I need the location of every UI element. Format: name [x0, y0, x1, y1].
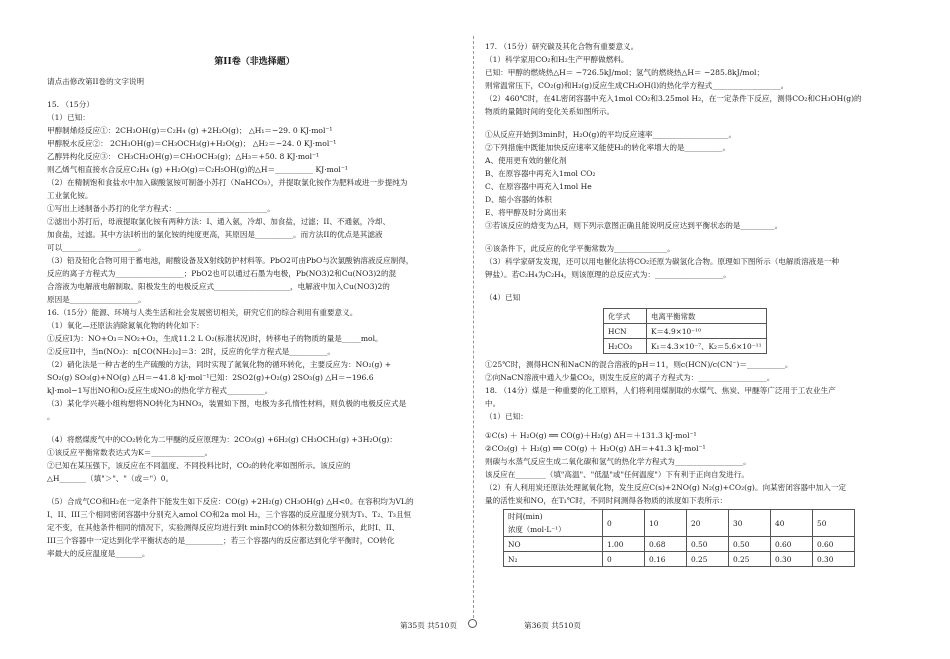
q15-line: 工业氯化铵。 [47, 191, 93, 200]
table-cell: 1.00 [603, 537, 645, 552]
q17-line: 则常温常压下，CO₂(g)和H₂(g)反应生成CH₃OH(l)的热化学方程式__________________。 [485, 81, 789, 90]
table-header-cell: 电离平衡常数 [647, 309, 767, 324]
q18-line: 则碳与水蒸气反应生成二氧化碳和氢气的热化学方程式为__________________。 [485, 457, 751, 466]
q15-line: 则乙烯气相直接水合反应C₂H₄ (g) +H₂O(g)＝C₂H₅OH(g)的△H＝__________ KJ·mol⁻¹ [47, 165, 348, 174]
q18-line: ①C(s) ＋ H₂O(g) ══ CO(g)＋H₂(g) ΔH＝＋131.3 kJ·mol⁻¹ [485, 431, 697, 440]
q16-line: ①该反应平衡常数表达式为K＝______________。 [47, 448, 213, 457]
q15-line: 加食盐，过滤。其中方法I析出的氯化铵的纯度更高，其原因是__________。而方法II的优点是其滤液 [47, 230, 383, 239]
table-cell: 0.60 [771, 537, 813, 552]
table-header-cell: 20 [687, 510, 729, 537]
table-header-cell: 50 [813, 510, 855, 537]
q16-line: 率最大的反应温度是_______。 [47, 549, 150, 558]
q17-line: ①从反应开始到3min时，H₂O(g)的平均反应速率____________________。 [485, 130, 737, 139]
q17-line: C、在原容器中再充入1mol He [485, 182, 592, 191]
table-cell: 0 [603, 552, 645, 567]
q16-line: SO₂(g) SO₃(g)+NO(g) △H＝−41.8 kJ·mol⁻¹已知：2SO2(g)+O₂(g) 2SO₃(g) △H＝−196.6 [47, 373, 374, 382]
q15-line: 乙醇异构化反应③： CH₃CH₂OH(g)＝CH₃OCH₃(g)；△H₃＝+50. 8 KJ·mol⁻¹ [47, 152, 320, 161]
q17-line: （1）科学家用CO₂和H₂生产甲醇做燃料。 [485, 55, 629, 64]
q15-line: （2）在精制饱和食盐水中加入碳酸氢铵可制备小苏打（NaHCO₃），并提取氯化铵作为肥料或进一步提纯为 [47, 178, 408, 187]
table-header-cell: 30 [729, 510, 771, 537]
q15-line: （1）已知： [47, 113, 90, 122]
q17-line: D、缩小容器的体积 [485, 195, 552, 204]
q17-line: ②向NaCN溶液中通入少量CO₂，则发生反应的离子方程式为：__________________。 [485, 373, 775, 382]
q16-line: （2）硝化法是一种古老的生产硫酸的方法，同时实现了氮氧化物的循环转化，主要反应为：NO₂(g) + [47, 360, 392, 369]
q17-line: ③若该反应的焓变为△H，则下列示意图正确且能说明反应达到平衡状态的是_________。 [485, 221, 783, 230]
q17-line: 17. （15分）研究碳及其化合物有重要意义。 [485, 42, 639, 51]
q17-line: ②下列措施中既能加快反应速率又能使H₂的转化率增大的是__________。 [485, 143, 731, 152]
q16-line: I、II、III三个相同密闭容器中分别充入amol CO和2a mol H₂，三个容器的反应温度分别为T₁、T₂、T₃且恒 [47, 510, 412, 519]
q15-line: ①写出上述制备小苏打的化学方程式：________________________。 [47, 204, 275, 213]
table-cell: 0.30 [813, 552, 855, 567]
q16-line: ②已知在某压强下，该反应在不同温度、不同投料比时，CO₂的转化率如图所示。该反应的 [47, 461, 351, 470]
table-header-cell [504, 510, 603, 537]
table-row [504, 537, 855, 552]
table-cell: 0.25 [687, 552, 729, 567]
q18-line: （2）有人利用炭还原法处理氮氧化物，发生反应C(s)+2NO(g) N₂(g)+CO₂(g)。向某密闭容器中加入一定 [485, 483, 847, 492]
q15-line: 合溶液为电解液电解制取。阳极发生的电极反应式____________________，电解液中加入Cu(NO3)2的 [47, 282, 390, 291]
table-cell: 0.16 [645, 552, 687, 567]
q18-line: （1）已知： [485, 412, 528, 421]
q16-line: 定不变，在其他条件相同的情况下，实验测得反应均进行到t min时CO的体积分数如图所示，此时I、II、 [47, 523, 400, 532]
page-number-right: 第36页 共510页 [524, 621, 581, 630]
q17-line: A、使用更有效的催化剂 [485, 156, 567, 165]
table-cell: H₂CO₃ [604, 339, 647, 354]
q15-line: 15. （15分） [47, 100, 94, 109]
q16-line: （5）合成气CO和H₂在一定条件下能发生如下反应：CO(g) +2H₂(g) CH₃OH(g) △H<0。在容积均为VL的 [47, 497, 414, 506]
table-row [504, 510, 855, 537]
left-column [47, 40, 462, 560]
q15-line: 甲醇脱水反应②： 2CH₃OH(g)＝CH₃OCH₃(g)+H₂O(g)； △H₂＝−24. 0 KJ·mol⁻¹ [47, 139, 337, 148]
q16-line: 16.（15分）能源、环境与人类生活和社会发展密切相关，研究它们的综合利用有重要意义。 [47, 308, 358, 317]
table-cell: 0.68 [645, 537, 687, 552]
q15-line: 反应的离子方程式为__________________；PbO2也可以通过石墨为电极，Pb(NO3)2和Cu(NO3)2的混 [47, 269, 397, 278]
q18-line: 该反应在________（填"高温"、"低温"或"任何温度"）下有利于正向自发进行。 [485, 470, 749, 479]
section-note[interactable]: 请点击修改第II卷的文字说明 [47, 77, 145, 86]
table-row [504, 552, 855, 567]
table-header-cell: 0 [603, 510, 645, 537]
q15-line: 甲醇制烯烃反应①：2CH₃OH(g)＝C₂H₄ (g) +2H₂O(g)； △H₁＝−29. 0 KJ·mol⁻¹ [47, 126, 333, 135]
q16-line: III三个容器中一定达到化学平衡状态的是__________；若三个容器内的反应都达到化学平衡时，CO转化 [47, 536, 395, 545]
table-row [604, 324, 767, 339]
binder-hole-icon [468, 619, 477, 628]
table-header-cell: 40 [771, 510, 813, 537]
question-18 [485, 384, 905, 567]
q15-line: ②滤出小苏打后，母液提取氯化铵有两种方法：I、通入氨，冷却、加食盐，过滤；II、不通氨，冷却、 [47, 217, 391, 226]
q16-line: ①反应I为：NO+O₃＝NO₂+O₂，生成11.2 L O₂(标准状况)时，转移电子的物质的量是_____mol。 [47, 334, 383, 343]
question-16 [47, 306, 462, 560]
q17-line: （2）460℃时，在4L密闭容器中充入1mol CO₂和3.25mol H₂，在一定条件下反应，测得CO₂和CH₃OH(g)的 [485, 94, 862, 103]
q17-line: B、在原容器中再充入1mol CO₂ [485, 169, 596, 178]
table-cell: 0.60 [813, 537, 855, 552]
q16-line: （3）某化学兴趣小组构想将NO转化为HNO₃，装置如下图，电极为多孔惰性材料，则负极的电极反应式是 [47, 399, 407, 408]
table-cell: 0.30 [771, 552, 813, 567]
concentration-header: 浓度（mol·L⁻¹） [508, 525, 566, 534]
q17-line: 物质的量随时间的变化关系如图所示。 [485, 107, 615, 116]
q18-line: 量的活性炭和NO，在T₁℃时，不同时间测得各物质的浓度如下表所示： [485, 496, 728, 505]
table-cell: K＝4.9×10⁻¹⁰ [647, 324, 767, 339]
table-header-cell: 化学式 [604, 309, 647, 324]
q17-line: （4）已知 [485, 293, 521, 302]
q16-line: ②反应II中，当n(NO₂)：n[CO(NH₂)₂]＝3：2时，反应的化学方程式是__________。 [47, 347, 335, 356]
table-cell: NO [504, 537, 603, 552]
q18-line: ②CO₂(g) ＋ H₂(g) ══ CO(g) ＋ H₂O(g) ΔH＝+41.3 kJ·mol⁻¹ [485, 444, 706, 453]
q17-line: （3）科学家研发发现，还可以用电催化法将CO₂还原为碳氢化合物。原理如下图所示（电解质溶液是一种 [485, 257, 840, 266]
q17-line: ①25℃时，测得HCN和NaCN的混合溶液的pH＝11，则c(HCN)/c(CN⁻)＝__________。 [485, 360, 793, 369]
page-number-left: 第35页 共510页 [400, 621, 457, 630]
page-divider [473, 36, 474, 618]
q16-line: kJ·mol−1写出NO和O₂反应生成NO₂的热化学方程式__________。 [47, 386, 273, 395]
table-cell: N₂ [504, 552, 603, 567]
ionization-constant-table [603, 308, 767, 354]
table-cell: 0.25 [729, 552, 771, 567]
q15-line: 可以____________________。 [47, 243, 146, 252]
q15-line: 原因是__________________。 [47, 295, 146, 304]
q17-line: 钾盐）。若C₂H₄为C₂H₄，则该原理的总反应式为：__________________。 [485, 270, 731, 279]
q18-line: 中。 [485, 399, 501, 408]
q15-line: （3）铅及铅化合物可用于蓄电池，耐酸设备及X射线防护材料等。PbO2可由PbO与次氯酸钠溶液反应制得， [47, 256, 414, 265]
q16-line: （1）氧化—还原法消除氮氧化物的转化如下： [47, 321, 204, 330]
q17-line: E、将甲醇及时分离出来 [485, 208, 567, 217]
question-15 [47, 98, 462, 306]
q17-line: ④该条件下，此反应的化学平衡常数为______________。 [485, 244, 675, 253]
right-column [485, 40, 905, 567]
q18-line: 18. （14分）煤是一种重要的化工原料，人们将利用煤制取的水煤气、焦炭、甲醚等广泛用于工农业生产 [485, 386, 836, 395]
table-cell: 0.50 [687, 537, 729, 552]
q16-line: （4）将燃煤废气中的CO₂转化为二甲醚的反应原理为：2CO₂(g) +6H₂(g) CH₃OCH₃(g) +3H₂O(g)： [47, 435, 397, 444]
table-header-cell: 10 [645, 510, 687, 537]
table-cell: 0.50 [729, 537, 771, 552]
time-header: 时间(min) [508, 512, 543, 521]
question-17 [485, 40, 905, 384]
table-row [604, 339, 767, 354]
q16-line: 。 [47, 412, 55, 421]
concentration-table [503, 509, 855, 567]
table-row [604, 309, 767, 324]
table-cell: HCN [604, 324, 647, 339]
q17-line: 已知：甲醇的燃烧热△H＝ −726.5kJ/mol；氢气的燃烧热△H＝ −285.8kJ/mol； [485, 68, 765, 77]
section-title: 第II卷（非选择题） [214, 57, 295, 67]
q16-line: △H_______（填"＞"、"（或＝"）0。 [47, 474, 174, 483]
table-cell: K₁＝4.3×10⁻⁷、K₂＝5.6×10⁻¹¹ [647, 339, 767, 354]
